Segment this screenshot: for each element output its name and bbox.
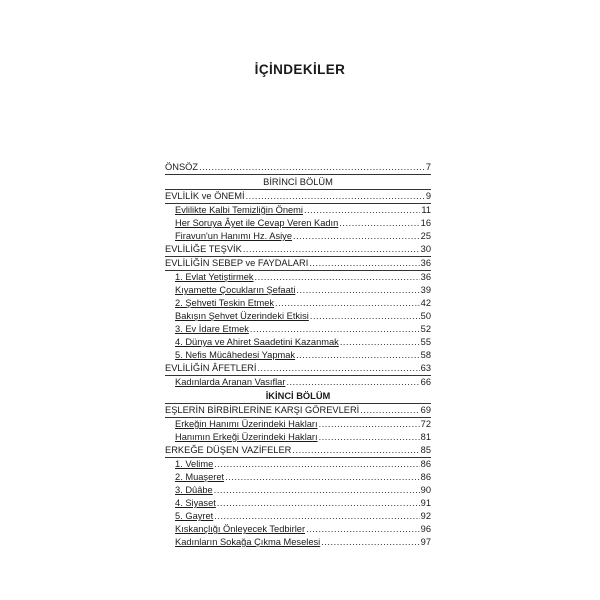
dot-leader: [339, 217, 419, 230]
toc-entry-label: Kadınlarda Aranan Vasıflar: [175, 377, 286, 387]
toc-entry-label: Evlilikte Kalbi Temizliğin Önemi: [175, 205, 303, 215]
dot-leader: [214, 510, 419, 523]
toc-entry[interactable]: [165, 336, 431, 349]
dot-leader: [214, 458, 419, 471]
dot-leader: [296, 349, 420, 362]
toc-entry-page: 50: [420, 311, 431, 321]
toc-entry-page: 16: [420, 218, 431, 228]
toc-entry-label: EVLİLİĞİN SEBEP ve FAYDALARI: [165, 258, 309, 268]
dot-leader: [225, 471, 420, 484]
toc-entry-label: 4. Siyaset: [175, 498, 216, 508]
toc-entry-label: Bakışın Şehvet Üzerindeki Etkisi: [175, 311, 309, 321]
dot-leader: [292, 444, 419, 457]
toc-entry-label: Firavun'un Hanımı Hz. Asiye: [175, 231, 292, 241]
toc-entry-page: 11: [421, 205, 431, 215]
toc-entry-label: 3. Dûâbe: [175, 485, 213, 495]
toc-entry-label: 5. Nefis Mücâhedesi Yapmak: [175, 350, 296, 360]
dot-leader: [340, 336, 420, 349]
toc-entry[interactable]: [165, 243, 431, 257]
dot-leader: [217, 497, 420, 510]
toc-entry-page: 58: [420, 350, 431, 360]
dot-leader: [296, 284, 419, 297]
toc-entry[interactable]: [165, 323, 431, 336]
toc-entry-page: 52: [420, 324, 431, 334]
toc-entry-label: 4. Dünya ve Ahiret Saadetini Kazanmak: [175, 337, 339, 347]
toc-entry[interactable]: [165, 362, 431, 376]
toc-entry-page: 66: [420, 377, 431, 387]
toc-entry-page: 85: [420, 445, 431, 455]
toc-entry[interactable]: [165, 161, 431, 175]
toc-entry-page: 30: [420, 244, 431, 254]
toc-entry[interactable]: [165, 444, 431, 458]
toc-entry-label: EVLİLİĞİN ÂFETLERİ: [165, 363, 257, 373]
dot-leader: [304, 204, 420, 217]
dot-leader: [306, 523, 420, 536]
dot-leader: [275, 297, 420, 310]
section-heading: İKİNCİ BÖLÜM: [165, 389, 431, 404]
toc-entry[interactable]: [165, 497, 431, 510]
toc-entry-label: EVLİLİĞE TEŞVİK: [165, 244, 242, 254]
toc-entry[interactable]: [165, 190, 431, 204]
toc-entry-label: 5. Gayret: [175, 511, 214, 521]
toc-entry[interactable]: [165, 458, 431, 471]
toc-entry[interactable]: [165, 284, 431, 297]
dot-leader: [255, 271, 420, 284]
toc-entry-label: EŞLERİN BİRBİRLERİNE KARŞI GÖREVLERİ: [165, 405, 360, 415]
toc-entry-label: ÖNSÖZ: [165, 162, 199, 172]
toc-entry-label: EVLİLİK ve ÖNEMİ: [165, 191, 245, 201]
toc-entry-page: 86: [420, 459, 431, 469]
toc-entry-label: 1. Velime: [175, 459, 214, 469]
toc-entry[interactable]: [165, 404, 431, 418]
toc-entry[interactable]: [165, 310, 431, 323]
table-of-contents: [165, 161, 431, 549]
toc-entry[interactable]: [165, 431, 431, 444]
toc-entry-page: 55: [420, 337, 431, 347]
toc-entry[interactable]: [165, 257, 431, 271]
dot-leader: [309, 257, 419, 270]
toc-entry[interactable]: [165, 484, 431, 497]
toc-entry-page: 69: [420, 405, 431, 415]
toc-entry-page: 36: [420, 258, 431, 268]
toc-entry[interactable]: [165, 204, 431, 217]
toc-entry-label: Erkeğin Hanımı Üzerindeki Hakları: [175, 419, 318, 429]
dot-leader: [293, 230, 420, 243]
page-title: İÇİNDEKİLER: [254, 62, 346, 77]
toc-entry-page: 81: [420, 432, 431, 442]
toc-entry-page: 7: [425, 162, 431, 172]
toc-entry[interactable]: [165, 297, 431, 310]
toc-entry-page: 39: [420, 285, 431, 295]
dot-leader: [214, 484, 420, 497]
toc-entry-label: Kadınların Sokağa Çıkma Meselesi: [175, 537, 321, 547]
dot-leader: [319, 431, 420, 444]
toc-entry[interactable]: [165, 471, 431, 484]
toc-entry-page: 90: [420, 485, 431, 495]
dot-leader: [243, 243, 420, 256]
toc-entry-label: 2. Şehveti Teskin Etmek: [175, 298, 275, 308]
dot-leader: [257, 362, 419, 375]
dot-leader: [360, 404, 419, 417]
toc-entry[interactable]: [165, 217, 431, 230]
dot-leader: [321, 536, 419, 549]
toc-entry-page: 36: [420, 272, 431, 282]
toc-entry-page: 86: [420, 472, 431, 482]
toc-entry-page: 9: [425, 191, 431, 201]
toc-entry-label: 3. Ev İdare Etmek: [175, 324, 249, 334]
toc-entry-page: 96: [420, 524, 431, 534]
toc-entry-label: 2. Muaşeret: [175, 472, 225, 482]
toc-entry-page: 25: [420, 231, 431, 241]
toc-entry-page: 97: [420, 537, 431, 547]
toc-entry[interactable]: [165, 523, 431, 536]
toc-entry-page: 42: [420, 298, 431, 308]
dot-leader: [286, 376, 419, 389]
dot-leader: [319, 418, 420, 431]
toc-entry[interactable]: [165, 271, 431, 284]
dot-leader: [199, 161, 425, 174]
section-heading: BİRİNCİ BÖLÜM: [165, 175, 431, 190]
dot-leader: [250, 323, 420, 336]
toc-entry-page: 91: [420, 498, 431, 508]
toc-entry-label: Her Soruya Âyet ile Cevap Veren Kadın: [175, 218, 339, 228]
toc-entry-label: ERKEĞE DÜŞEN VAZİFELER: [165, 445, 292, 455]
toc-entry-label: Hanımın Erkeği Üzerindeki Hakları: [175, 432, 318, 442]
toc-entry[interactable]: [165, 230, 431, 243]
toc-entry[interactable]: [165, 536, 431, 549]
dot-leader: [246, 190, 425, 203]
toc-entry-page: 72: [420, 419, 431, 429]
toc-entry-page: 92: [420, 511, 431, 521]
toc-entry[interactable]: [165, 418, 431, 431]
toc-entry-label: Kıyamette Çocukların Şefaati: [175, 285, 296, 295]
toc-entry-label: 1. Evlat Yetiştirmek: [175, 272, 254, 282]
toc-entry-label: Kıskançlığı Önleyecek Tedbirler: [175, 524, 306, 534]
toc-entry[interactable]: [165, 510, 431, 523]
toc-entry[interactable]: [165, 349, 431, 362]
toc-entry[interactable]: [165, 376, 431, 389]
toc-entry-page: 63: [420, 363, 431, 373]
dot-leader: [310, 310, 420, 323]
